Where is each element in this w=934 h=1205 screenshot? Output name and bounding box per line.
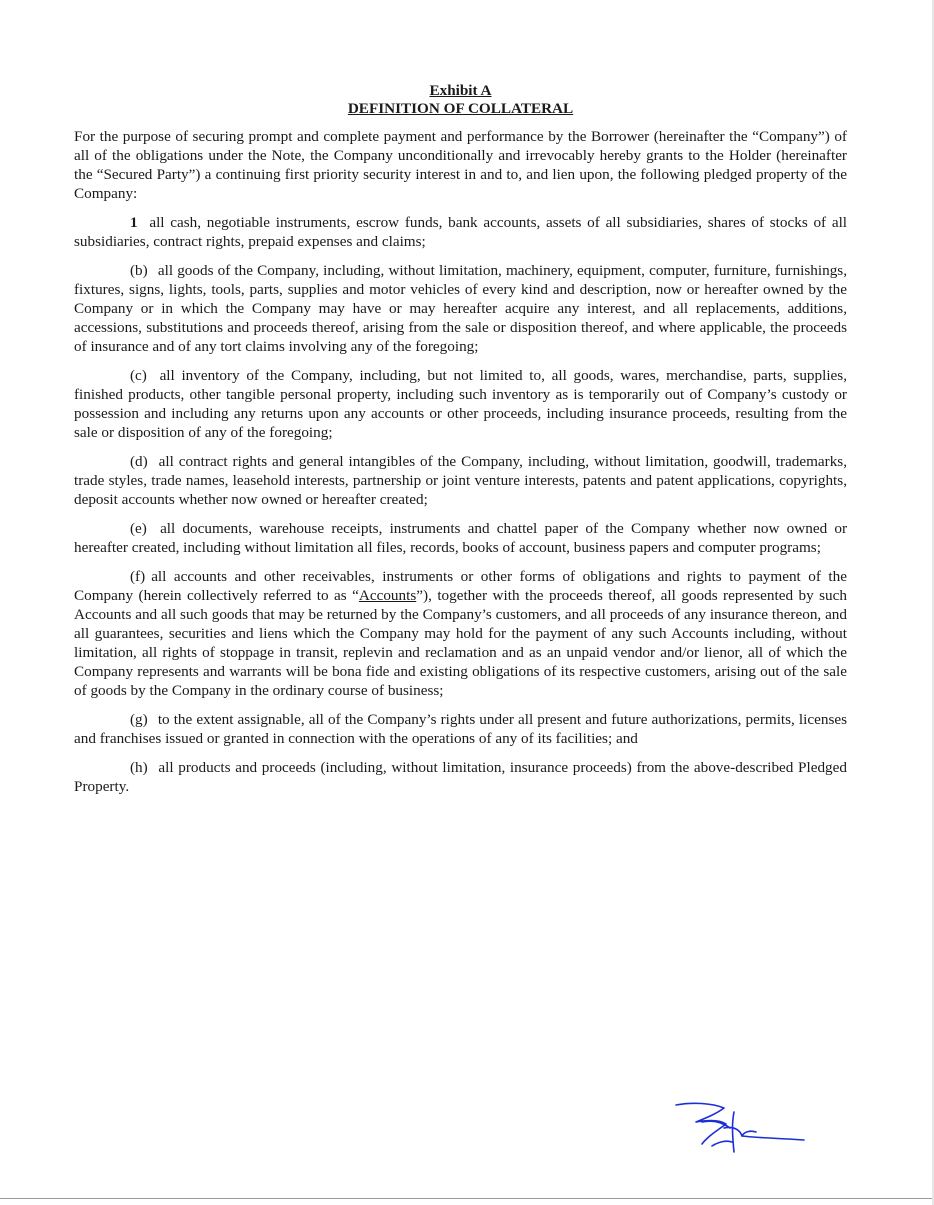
item-label: (d) xyxy=(130,453,148,470)
section-title: DEFINITION OF COLLATERAL xyxy=(347,100,574,117)
item-text: all documents, warehouse receipts, instruments and chattel paper of the Company whether now owned or hereafter created, including without limitation all files, records, books of account, business papers and computer programs; xyxy=(74,520,848,556)
item-label: (c) xyxy=(130,367,147,384)
item-text: all goods of the Company, including, without limitation, machinery, equipment, computer, furniture, furnishings, fixtures, signs, lights, tools, parts, supplies and motor vehicles of every kind and description, now or hereafter owned by the Company or in which the Company may have or may hereafter acquire any interest, and all replacements, additions, accessions, substitutions and proceeds thereof, arising from the sale or disposition thereof, and where applicable, the proceeds of insurance and of any tort claims involving any of the foregoing; xyxy=(74,262,847,355)
collateral-item-f xyxy=(74,567,847,700)
collateral-item-1 xyxy=(74,213,847,251)
item-text: all inventory of the Company, including, but not limited to, all goods, wares, merchandise, parts, supplies, finished products, other tangible personal property, including such inventory as is temporarily out of Company’s custody or possession and including any returns upon any accounts or other proceeds, including insurance proceeds, resulting from the sale or disposition of any of the foregoing; xyxy=(74,367,848,441)
item-text: all contract rights and general intangibles of the Company, including, without limitation, goodwill, trademarks, trade styles, trade names, leasehold interests, partnership or joint venture interests, patents and patent applications, copyrights, deposit accounts whether now owned or hereafter created; xyxy=(74,453,848,508)
accounts-defined-term: Accounts xyxy=(358,587,417,604)
document-body xyxy=(74,82,847,796)
exhibit-title: Exhibit A xyxy=(429,82,492,99)
item-label: (b) xyxy=(130,262,148,279)
item-text: all products and proceeds (including, without limitation, insurance proceeds) from the above-described Pledged Property. xyxy=(74,759,847,795)
item-label: 1 xyxy=(130,214,138,231)
collateral-item-g xyxy=(74,710,847,748)
page-bottom-edge xyxy=(0,1198,934,1199)
collateral-item-e xyxy=(74,519,847,557)
item-label: (f) xyxy=(130,568,146,585)
collateral-item-c xyxy=(74,366,847,442)
collateral-item-d xyxy=(74,452,847,509)
item-label: (g) xyxy=(130,711,148,728)
signature-icon xyxy=(672,1098,806,1156)
item-text: all cash, negotiable instruments, escrow funds, bank accounts, assets of all subsidiaries, shares of stocks of all subsidiaries, contract rights, prepaid expenses and claims; xyxy=(74,214,848,250)
item-text-before: all accounts and other receivables, instruments or other forms of obligations and rights to payment of the Company (herein collectively referred to as “ xyxy=(74,568,847,604)
item-label: (h) xyxy=(130,759,148,776)
collateral-item-b xyxy=(74,261,847,356)
item-label: (e) xyxy=(130,520,147,537)
collateral-item-h xyxy=(74,758,847,796)
item-text-after: ”), together with the proceeds thereof, all goods represented by such Accounts and all such goods that may be returned by the Company’s customers, and all proceeds of any insurance thereon, and all guarantees, securities and liens which the Company may hold for the payment of any such Accounts including, without limitation, all rights of stoppage in transit, replevin and reclamation and as an unpaid vendor and/or lienor, all of which the Company represents and warrants will be bona fide and existing obligations of its respective customers, arising out of the sale of goods by the Company in the ordinary course of business; xyxy=(74,587,847,699)
item-text: to the extent assignable, all of the Company’s rights under all present and future authorizations, permits, licenses and franchises issued or granted in connection with the operations of any of its facilities; and xyxy=(74,711,848,747)
intro-paragraph: For the purpose of securing prompt and complete payment and performance by the Borrower (hereinafter the “Company”) of all of the obligations under the Note, the Company unconditionally and irrevocably hereby grants to the Holder (hereinafter the “Secured Party”) a continuing first priority security interest in and to, and lien upon, the following pledged property of the Company: xyxy=(74,128,847,202)
